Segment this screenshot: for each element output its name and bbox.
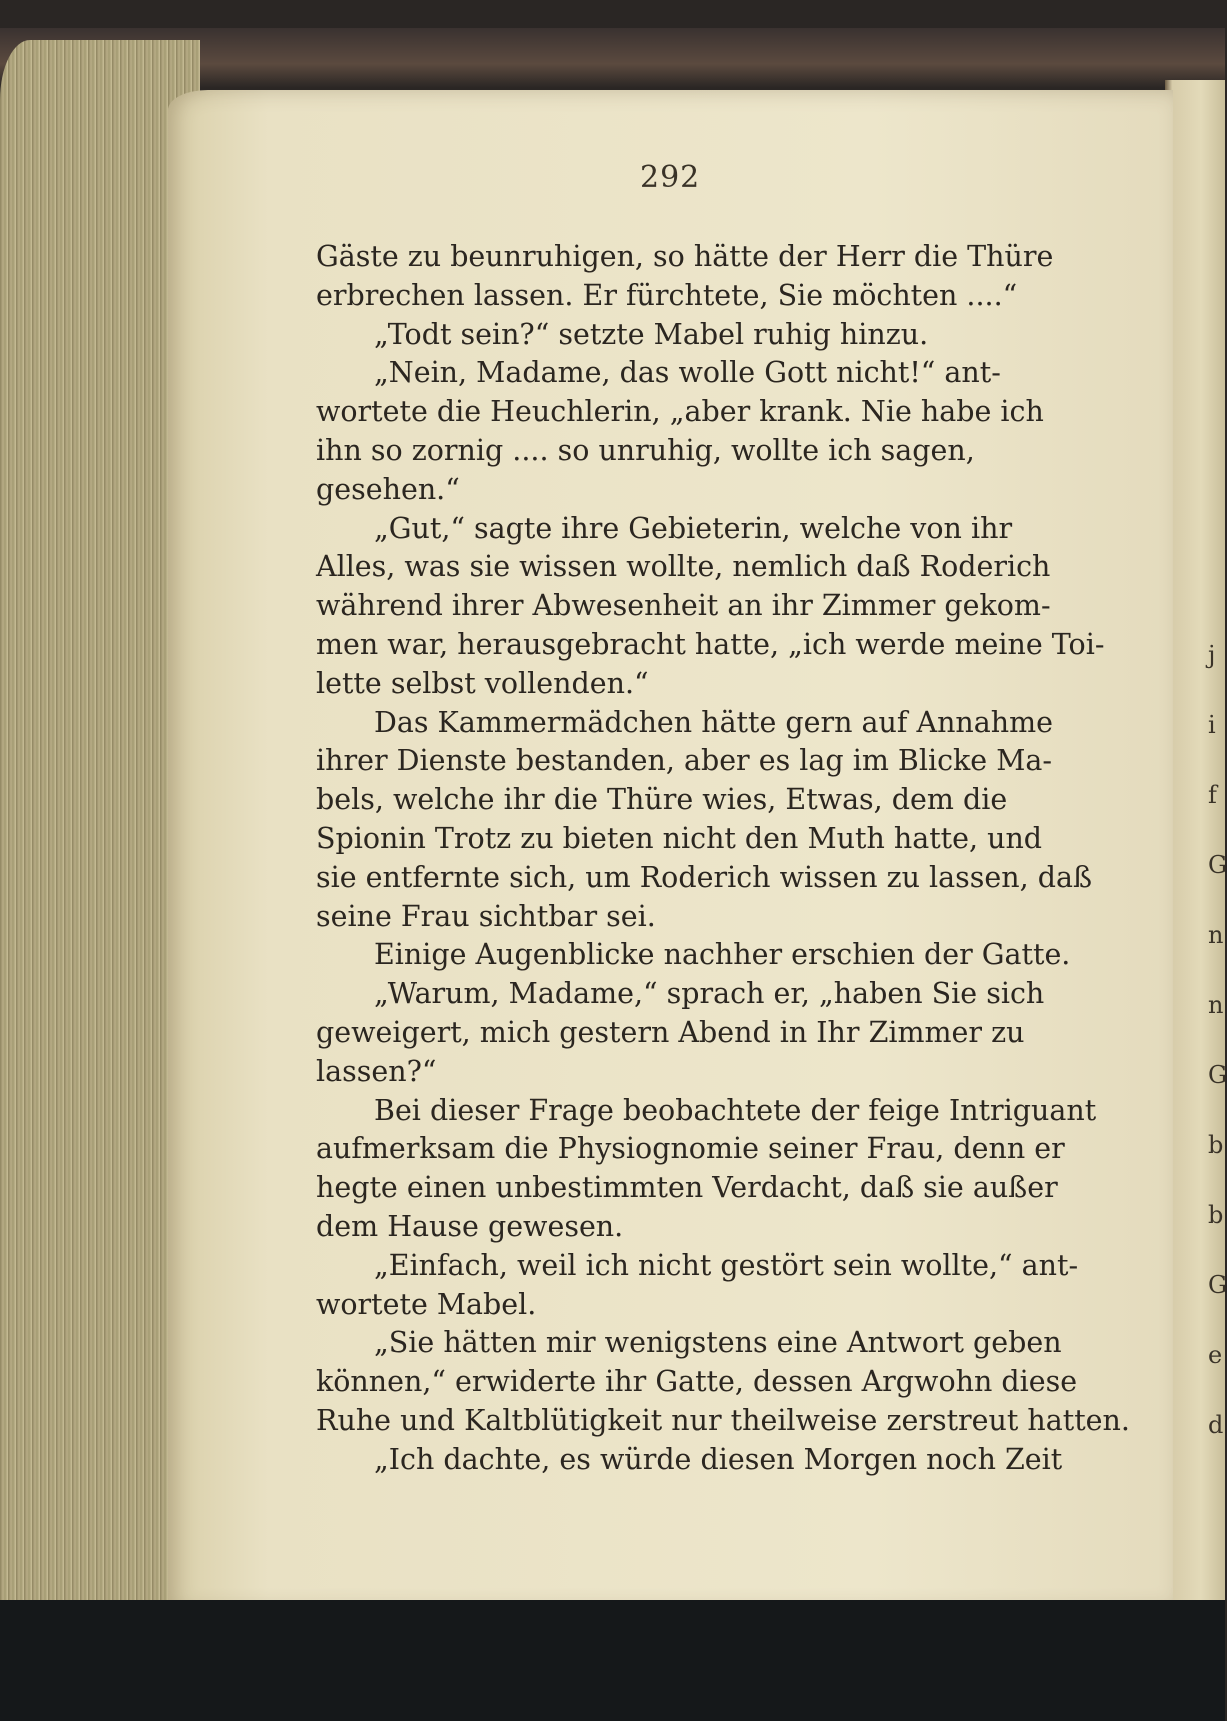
- text-line: Bei dieser Frage beobachtete der feige Intriguant: [374, 1093, 1097, 1127]
- edge-glyph: e: [1208, 1341, 1223, 1369]
- edge-glyph: j: [1208, 641, 1216, 669]
- edge-glyph: i: [1208, 711, 1216, 739]
- text-line: lassen?“: [316, 1054, 437, 1088]
- edge-glyph: b: [1208, 1131, 1224, 1159]
- text-line: ihrer Dienste bestanden, aber es lag im Blicke Ma-: [316, 744, 1053, 778]
- edge-glyph: d: [1208, 1411, 1224, 1439]
- text-line: „Einfach, weil ich nicht gestört sein wollte,“ ant-: [374, 1248, 1079, 1282]
- text-line: sie entfernte sich, um Roderich wissen zu lassen, daß: [316, 860, 1093, 894]
- text-line: dem Hause gewesen.: [316, 1209, 624, 1243]
- text-line: geweigert, mich gestern Abend in Ihr Zimmer zu: [316, 1015, 1025, 1049]
- text-line: Alles, was sie wissen wollte, nemlich daß Roderich: [316, 550, 1051, 584]
- text-line: Ruhe und Kaltblütigkeit nur theilweise zerstreut hatten.: [316, 1403, 1130, 1437]
- edge-glyph: G: [1208, 1061, 1227, 1089]
- text-line: gesehen.“: [316, 472, 460, 506]
- text-line: Einige Augenblicke nachher erschien der Gatte.: [374, 938, 1071, 972]
- text-line: ihn so zornig .... so unruhig, wollte ich sagen,: [316, 433, 975, 467]
- text-line: „Warum, Madame,“ sprach er, „haben Sie sich: [374, 977, 1045, 1011]
- edge-glyph: n: [1208, 991, 1224, 1019]
- edge-glyph: G: [1208, 1271, 1227, 1299]
- text-line: „Nein, Madame, das wolle Gott nicht!“ ant-: [374, 356, 1001, 390]
- text-line: können,“ erwiderte ihr Gatte, dessen Argwohn diese: [316, 1365, 1078, 1399]
- text-line: „Todt sein?“ setzte Mabel ruhig hinzu.: [374, 317, 929, 351]
- scan-background: [0, 1600, 1225, 1721]
- text-line: bels, welche ihr die Thüre wies, Etwas, dem die: [316, 783, 1008, 817]
- facing-page-glyphs: [1208, 620, 1225, 1460]
- text-line: „Sie hätten mir wenigstens eine Antwort geben: [374, 1326, 1062, 1360]
- text-line: „Ich dachte, es würde diesen Morgen noch Zeit: [374, 1442, 1063, 1476]
- text-line: während ihrer Abwesenheit an ihr Zimmer gekom-: [316, 589, 1051, 623]
- text-line: aufmerksam die Physiognomie seiner Frau, denn er: [316, 1132, 1065, 1166]
- edge-glyph: b: [1208, 1201, 1224, 1229]
- edge-glyph: f: [1208, 781, 1217, 809]
- body-text: [316, 238, 1136, 1480]
- text-line: wortete die Heuchlerin, „aber krank. Nie habe ich: [316, 395, 1044, 429]
- text-line: Das Kammermädchen hätte gern auf Annahme: [374, 705, 1054, 739]
- page-number: 292: [640, 160, 701, 195]
- edge-glyph: n: [1208, 921, 1224, 949]
- text-line: erbrechen lassen. Er fürchtete, Sie möchten ....“: [316, 278, 1018, 312]
- edge-glyph: G: [1208, 851, 1227, 879]
- text-line: seine Frau sichtbar sei.: [316, 899, 656, 933]
- text-line: hegte einen unbestimmten Verdacht, daß sie außer: [316, 1171, 1058, 1205]
- text-line: wortete Mabel.: [316, 1287, 537, 1321]
- text-line: Gäste zu beunruhigen, so hätte der Herr die Thüre: [316, 240, 1054, 273]
- text-line: „Gut,“ sagte ihre Gebieterin, welche von ihr: [374, 511, 1013, 545]
- text-line: lette selbst vollenden.“: [316, 666, 649, 700]
- text-line: Spionin Trotz zu bieten nicht den Muth hatte, und: [316, 821, 1043, 855]
- text-line: men war, herausgebracht hatte, „ich werde meine Toi-: [316, 627, 1105, 661]
